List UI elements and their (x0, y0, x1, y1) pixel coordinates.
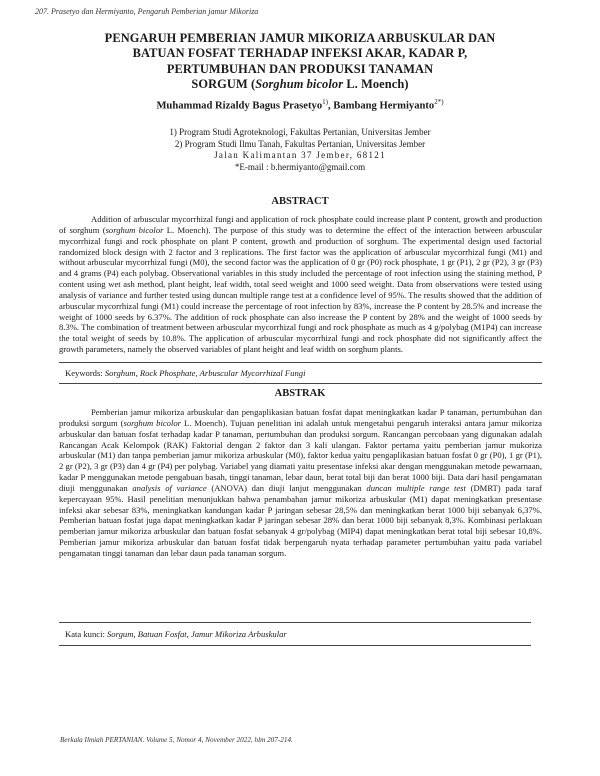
kata-kunci-list: Sorgum, Batuan Fosfat, Jamur Mikoriza Arbuskular (107, 629, 287, 639)
keywords (65, 368, 305, 378)
abstrak-heading: ABSTRAK (274, 388, 326, 399)
abstrak-text: L. Moench). Tujuan penelitian ini adalah untuk mengetahui pengaruh interaksi antara jamur mikoriza arbuskular dan batuan fosfat terhadap kadar P tanaman, pertumbuhan dan produksi sorgum. Rancangan percobaan yang digunakan adalah Rancangan Acak Kelompok (RAK) Faktorial dengan 2 faktor dan 3 kali ulangan. Faktor pertama yaitu pemberian jamur mukoriza arbuskular (M1) dan tanpa pemberian jamur mikoriza arbuskular (M0), faktor kedua yaitu pengaplikasian batuan fosfat 0 gr (P0), 1 gr (P1), 2 gr (P2), 3 gr (P3) dan 4 gr (P4) per polybag. Variabel yang diamati yaitu presentase infeksi akar dengan menggunakan metode pewarnaan, kadar P menggunakan metode pengabuan basah, tinggi tanaman, lebar daun, berat total biji dan berat 1000 biji. Data dari hasil pengamatan diuji menggunakan (59, 417, 542, 493)
abstract-text: Addition of arbuscular mycorrhizal fungi and application of rock phosphate could increase plant P content, growth and production of sorghum ( (59, 214, 542, 235)
author-affiliation-mark: 1) (322, 98, 328, 106)
abstrak-species: sorghum bicolor (123, 417, 182, 428)
paper-title (40, 31, 560, 92)
address-line: Jalan Kalimantan 37 Jember, 68121 (214, 150, 386, 160)
author-separator: , (327, 100, 334, 112)
journal-footer: Berkala Ilmiah PERTANIAN. Volume 5, Nomor 4, November 2022, hlm 207-214. (60, 736, 293, 744)
affiliation-line: 1) Program Studi Agroteknologi, Fakultas Pertanian, Universitas Jember (169, 127, 431, 137)
author-name: Muhammad Rizaldy Bagus Prasetyo (156, 100, 323, 112)
divider (59, 383, 542, 384)
keywords-label: Keywords: (65, 368, 105, 378)
abstract-species: sorghum bicolor (105, 224, 164, 235)
abstrak-text: (ANOVA) dan diuji lanjut menggunakan (206, 482, 367, 493)
title-text: SORGUM ( (191, 76, 256, 91)
title-line (40, 77, 560, 92)
abstrak-term: duncan multiple range test (366, 482, 466, 493)
running-head: 207. Prasetyo dan Hermiyanto, Pengaruh Pemberian jamur Mikoriza (35, 7, 259, 16)
keywords-list: Sorghum, Rock Phosphate, Arbuscular Mycorrhizal Fungi (104, 368, 306, 378)
divider (59, 362, 542, 363)
author-list (40, 98, 560, 112)
abstract-body (59, 214, 542, 355)
title-text: L. Moench) (343, 76, 409, 91)
author-name: Bambang Hermiyanto (333, 100, 435, 112)
abstrak-body (59, 407, 542, 559)
kata-kunci-label: Kata kunci: (65, 629, 107, 639)
title-line: BATUAN FOSFAT TERHADAP INFEKSI AKAR, KADAR P, (132, 46, 468, 61)
author-affiliation-mark: 2*) (434, 98, 444, 106)
affiliation-line: 2) Program Studi Ilmu Tanah, Fakultas Pertanian, Universitas Jember (174, 138, 426, 149)
email-line: *E-mail : b.hermiyanto@gmail.com (234, 161, 366, 172)
divider (59, 622, 531, 623)
abstract-text: L. Moench). The purpose of this study was to determine the effect of the interaction between arbuscular mycorrhizal fungi and rock phosphate on plant P content, growth and production of sorghum. The experimental design used factorial randomized block design with 2 factor and 3 replications. The first factor was the application of arbuscular mycorrhizal fungi (M1) and without arbuscular mycorrhizal fungi (M0), the second factor was the application of 0 gr (P0) rock phosphate, 1 gr (P1), 2 gr (P2), 3 gr (P3) and 4 grams (P4) each polybag. Observational variables in this study included the percentage of root infection using the staining method, P content using wet ash method, plant height, leaf width, total seed weight and 1000 seed weight. Data from observations were tested using analysis of variance and further tested using duncan multiple range test at a confidence level of 95%. The results showed that the addition of arbuscular mycorrhizal fungi (M1) could increase the percentage of root infection by 83%, increase the P content by 28.5% and increase the weight of 1000 seeds by 6.37%. The addition of rock phosphate can also increase the P content by 28% and the weight of 1000 seeds by 8.3%. The combination of treatment between arbuscular mycorrhizal fungi and rock phosphate as much as 4 g/polybag (M1P4) can increase the total weight of seeds by 10.8%. The application of arbuscular mycorrhizal fungi and rock phosphate did not significantly affect the growth parameters, namely the observed variables of plant height and leaf width on sorghum plants. (59, 224, 542, 355)
affiliations (40, 127, 560, 173)
title-species: Sorghum bicolor (255, 76, 344, 91)
title-line: PENGARUH PEMBERIAN JAMUR MIKORIZA ARBUSKULAR DAN (104, 31, 496, 45)
abstract-heading: ABSTRACT (271, 196, 329, 207)
abstrak-text: (DMRT) pada taraf kepercayaan 95%. Hasil penelitian menunjukkan bahwa penambahan jamur mikoriza arbuskular (M1) dapat meningkatkan presentase infeksi akar sebesar 83%, meningkatkan kandungan kadar P jaringan sebesar 28,5% dan meningkatkan berat 1000 biji sebanyak 6,37%. Pemberian batuan fosfat juga dapat meningkatkan kadar P jaringan sebesar 28% dan berat 1000 biji sebanyak 8,3%. Kombinasi perlakuan pemberian jamur mikoriza arbuskular dan batuan fosfat sebanyak 4 gr/polybag (MIP4) dapat meningkatkan berat total biji sebesar 10,8%. Pemberian jamur mikoriza arbuskular dan batuan fosfat tidak berpengaruh nyata terhadap parameter pertumbuhan yaitu pada variabel pengamatan tinggi tanaman dan lebar daun pada tanaman sorgum. (59, 482, 542, 558)
kata-kunci (65, 629, 287, 639)
abstrak-term: analysis of variance (132, 482, 207, 493)
title-line: PERTUMBUHAN DAN PRODUKSI TANAMAN (166, 61, 434, 76)
abstrak-text: Pemberian jamur mikoriza arbuskular dan pengaplikasian batuan fosfat dapat meningkatkan kadar P tanaman, pertumbuhan dan produksi sorgum ( (59, 407, 542, 428)
divider (59, 645, 531, 646)
